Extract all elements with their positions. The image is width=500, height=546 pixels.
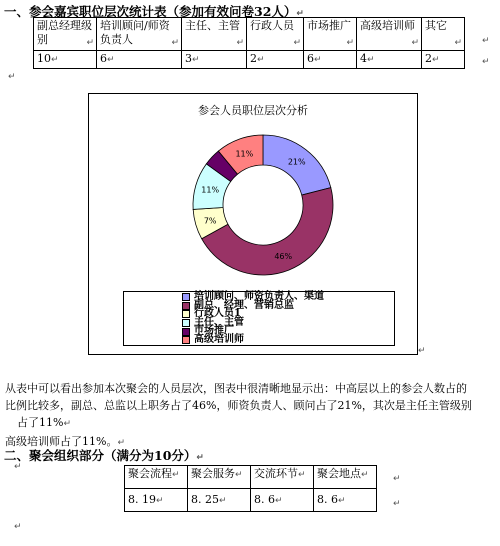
analysis-paragraph: 从表中可以看出参加本次聚会的人员层次，图表中很清晰地显示出：中高层以上的参会人数占的 比例比较多，副总、总监以上职务占了46%，师资负责人、顾问占了21%，其次是主任主管级别 占了11%↵ 高级培训师占了11%。↵: [5, 380, 497, 452]
table1-header: 培训顾问/师资负责人 ↵: [97, 18, 182, 51]
paragraph-line: 高级培训师占了11%。: [5, 435, 118, 448]
table1-cell: 6↵: [97, 51, 182, 69]
legend-item: 主任、主管: [182, 319, 394, 328]
donut-chart-svg: [89, 94, 417, 290]
paragraph-line: 从表中可以看出参加本次聚会的人员层次，图表中很清晰地显示出：中高层以上的参会人数占的: [5, 382, 467, 395]
table1-cell: 10↵: [34, 51, 97, 69]
slice-label: 21%: [287, 157, 306, 167]
table1-header: 主任、主管 ↵: [182, 18, 247, 51]
table2-header: 聚会流程↵: [125, 466, 188, 489]
slice-label: 46%: [274, 252, 293, 262]
paragraph-mark: ↵: [8, 72, 16, 82]
section-1-title: 一、参会嘉宾职位层次统计表（参加有效问卷32人）↵: [4, 4, 304, 19]
table1-header: 高级培训师 ↵: [357, 18, 422, 51]
table2-header: 交流环节↵: [251, 466, 314, 489]
slice-label: 11%: [235, 149, 254, 159]
legend-item: 市场推广: [182, 327, 394, 336]
legend-item: 培训顾问、师资负责人、渠道: [182, 293, 394, 302]
table2-header: 聚会服务↵: [188, 466, 251, 489]
legend-item: 高级培训师: [182, 336, 394, 345]
table2-cell: 8. 25↵: [188, 489, 251, 512]
paragraph-mark: ↵: [393, 499, 401, 509]
legend-swatch: [182, 328, 190, 336]
table1-header: 市场推广 ↵: [304, 18, 357, 51]
paragraph-mark: ↵: [14, 522, 22, 532]
table2-cell: 8. 6↵: [251, 489, 314, 512]
paragraph-mark: ↵: [418, 346, 426, 356]
table1-cell: 2↵: [247, 51, 304, 69]
organization-score-table: [124, 465, 377, 512]
paragraph-mark: ↵: [393, 474, 401, 484]
table1-cell: 4↵: [357, 51, 422, 69]
paragraph-mark: ↵: [296, 9, 304, 19]
paragraph-mark: ↵: [482, 57, 490, 67]
table2-cell: 8. 19↵: [125, 489, 188, 512]
position-stats-table: [33, 17, 465, 69]
slice-label: 7%: [203, 216, 217, 226]
table1-cell: 2↵: [422, 51, 465, 69]
table2-cell: 8. 6↵: [314, 489, 377, 512]
table1-header: 副总经理级别 ↵: [34, 18, 97, 51]
paragraph-line: 比例比较多，副总、总监以上职务占了46%，师资负责人、顾问占了21%，其次是主任主管级别: [5, 399, 472, 412]
chart-title: 参会人员职位层次分析: [198, 104, 308, 117]
legend-swatch: [182, 319, 190, 327]
section-2-title: 二、聚会组织部分（满分为10分）↵: [4, 448, 204, 463]
legend-swatch: [182, 293, 190, 301]
legend-swatch: [182, 310, 190, 318]
table1-header: 行政人员 ↵: [247, 18, 304, 51]
legend-swatch: [182, 302, 190, 310]
legend-item: 副总、经理、营销总监: [182, 302, 394, 311]
position-pie-chart[interactable]: [88, 93, 418, 355]
table1-cell: 3↵: [182, 51, 247, 69]
legend-swatch: [182, 336, 190, 344]
paragraph-mark: ↵: [14, 462, 22, 472]
paragraph-mark: ↵: [482, 36, 490, 46]
table1-header: 其它 ↵: [422, 18, 465, 51]
slice-label: 11%: [201, 185, 220, 195]
table1-cell: 6↵: [304, 51, 357, 69]
chart-legend: [123, 291, 395, 346]
legend-item: 行政人员1: [182, 310, 394, 319]
table2-header: 聚会地点↵: [314, 466, 377, 489]
paragraph-line: 占了11%: [17, 416, 64, 429]
